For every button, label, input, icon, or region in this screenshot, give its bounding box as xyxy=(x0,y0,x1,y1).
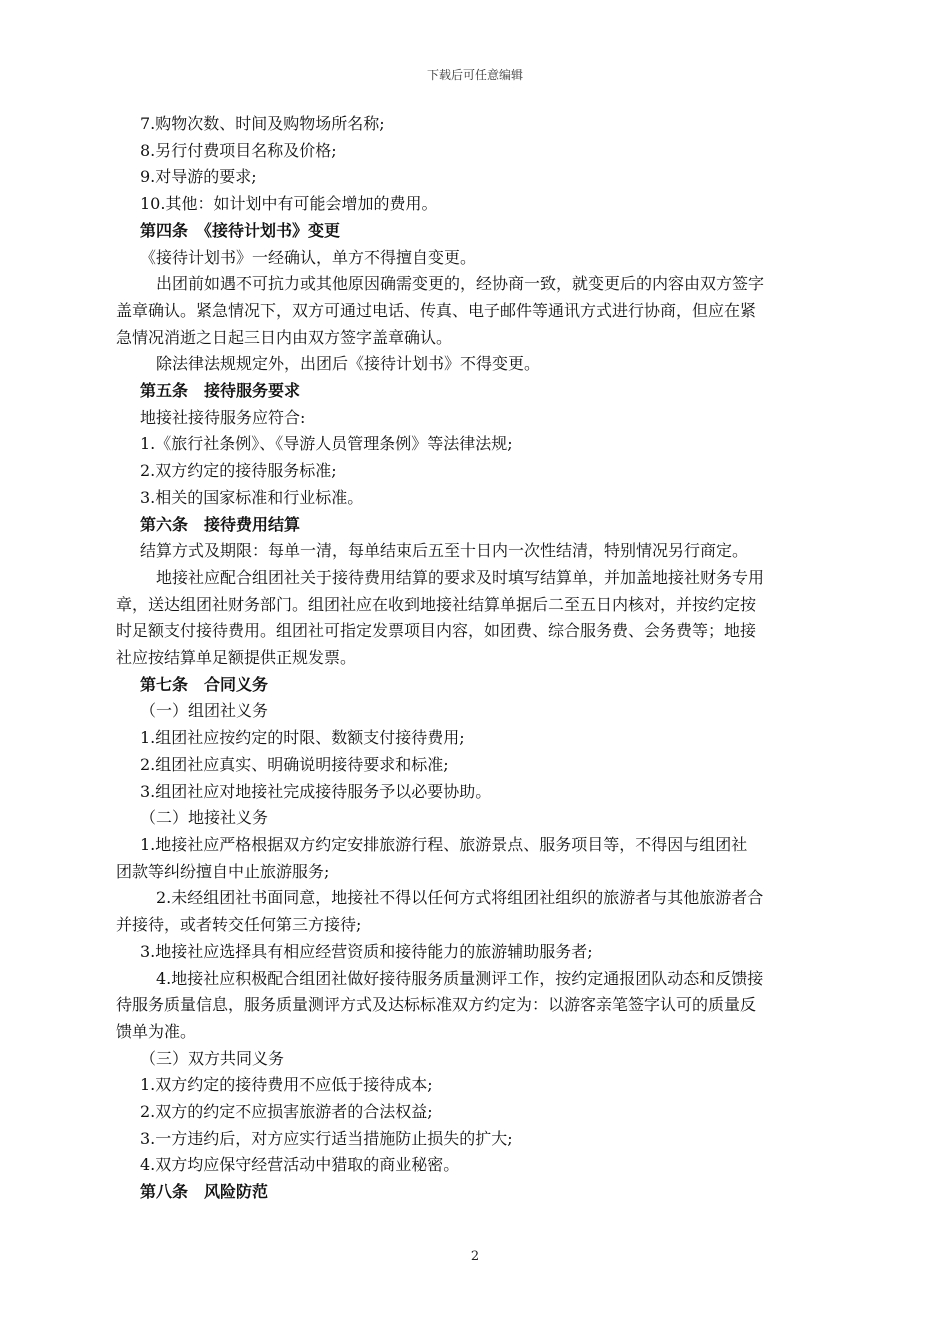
paragraph-line: 时足额支付接待费用。组团社可指定发票项目内容，如团费、综合服务费、会务费等；地接 xyxy=(116,621,757,641)
paragraph: 结算方式及期限：每单一清，每单结束后五至十日内一次性结清，特别情况另行商定。 xyxy=(140,541,749,561)
list-item: 2.双方约定的接待服务标准; xyxy=(140,461,337,481)
list-item-continuation: 馈单为准。 xyxy=(116,1021,197,1041)
list-item-continuation: 待服务质量信息，服务质量测评方式及达标标准双方约定为：以游客亲笔签字认可的质量反 xyxy=(116,995,757,1015)
article-7-heading: 第七条 合同义务 xyxy=(140,674,269,694)
page-header: 下载后可任意编辑 xyxy=(426,68,523,82)
list-item: 8.另行付费项目名称及价格; xyxy=(140,140,337,160)
list-item: 3.组团社应对地接社完成接待服务予以必要协助。 xyxy=(140,781,492,801)
paragraph-line: 急情况消逝之日起三日内由双方签字盖章确认。 xyxy=(116,327,453,347)
list-item: 2.双方的约定不应损害旅游者的合法权益; xyxy=(140,1102,433,1122)
list-item: 3.一方违约后，对方应实行适当措施防止损失的扩大; xyxy=(140,1128,513,1148)
article-6-heading: 第六条 接待费用结算 xyxy=(140,514,301,534)
list-item: 4.地接社应积极配合组团社做好接待服务质量测评工作，按约定通报团队动态和反馈接 xyxy=(140,968,764,988)
paragraph: 《接待计划书》一经确认，单方不得擅自变更。 xyxy=(140,247,477,267)
paragraph-line: 地接社应配合组团社关于接待费用结算的要求及时填写结算单，并加盖地接社财务专用 xyxy=(140,567,765,587)
list-item: 1.地接社应严格根据双方约定安排旅游行程、旅游景点、服务项目等，不得因与组团社 xyxy=(140,834,748,854)
list-item: 9.对导游的要求; xyxy=(140,167,257,187)
paragraph-line: 社应按结算单足额提供正规发票。 xyxy=(116,648,357,668)
article-4-heading: 第四条 《接待计划书》变更 xyxy=(140,220,341,240)
article-8-heading: 第八条 风险防范 xyxy=(140,1182,269,1202)
list-item: 2.组团社应真实、明确说明接待要求和标准; xyxy=(140,754,449,774)
paragraph: 除法律法规规定外，出团后《接待计划书》不得变更。 xyxy=(140,354,541,374)
list-item: 1.《旅行社条例》、《导游人员管理条例》等法律法规; xyxy=(140,434,513,454)
article-5-heading: 第五条 接待服务要求 xyxy=(140,381,301,401)
list-item: 2.未经组团社书面同意，地接社不得以任何方式将组团社组织的旅游者与其他旅游者合 xyxy=(140,888,764,908)
list-item-continuation: 并接待，或者转交任何第三方接待; xyxy=(116,915,362,935)
paragraph-line: 章，送达组团社财务部门。组团社应在收到地接社结算单据后二至五日内核对，并按约定按 xyxy=(116,594,757,614)
subsection-heading: （二）地接社义务 xyxy=(140,808,269,828)
page-number: 2 xyxy=(470,1249,480,1264)
list-item: 10.其他：如计划中有可能会增加的费用。 xyxy=(140,194,438,214)
list-item: 1.组团社应按约定的时限、数额支付接待费用; xyxy=(140,728,465,748)
paragraph: 地接社接待服务应符合: xyxy=(140,407,306,427)
list-item: 7.购物次数、时间及购物场所名称; xyxy=(140,114,385,133)
list-item: 1.双方约定的接待费用不应低于接待成本; xyxy=(140,1075,433,1095)
list-item: 4.双方均应保守经营活动中猎取的商业秘密。 xyxy=(140,1155,460,1175)
subsection-heading: （三）双方共同义务 xyxy=(140,1048,285,1068)
list-item: 3.相关的国家标准和行业标准。 xyxy=(140,487,364,507)
document-body xyxy=(116,111,870,1206)
subsection-heading: （一）组团社义务 xyxy=(140,701,269,721)
list-item: 3.地接社应选择具有相应经营资质和接待能力的旅游辅助服务者; xyxy=(140,941,593,961)
paragraph-line: 盖章确认。紧急情况下，双方可通过电话、传真、电子邮件等通讯方式进行协商，但应在紧 xyxy=(116,300,757,320)
paragraph-line: 出团前如遇不可抗力或其他原因确需变更的，经协商一致，就变更后的内容由双方签字 xyxy=(140,274,765,294)
list-item-continuation: 团款等纠纷擅自中止旅游服务; xyxy=(116,861,330,881)
